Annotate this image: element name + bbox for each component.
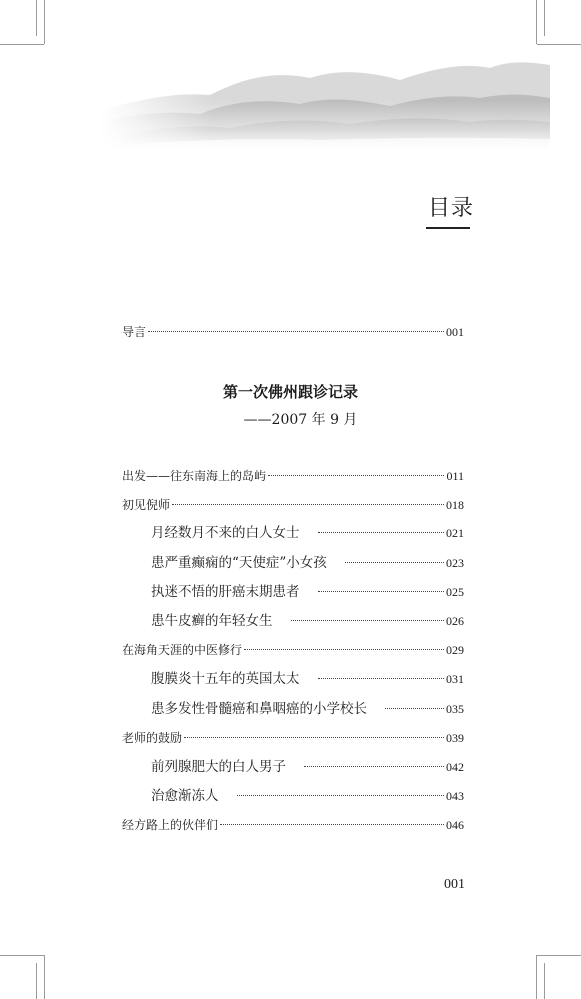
toc-entry[interactable] xyxy=(151,670,464,688)
toc-entry-label: 在海角天涯的中医修行 xyxy=(122,643,243,657)
dot-leader xyxy=(268,474,444,476)
toc-entry-label: 治愈渐冻人 xyxy=(151,788,219,804)
dot-leader xyxy=(318,590,445,592)
toc-entry-page: 046 xyxy=(446,818,464,832)
dot-leader xyxy=(148,330,444,332)
toc-entry-label: 患严重癫痫的“天使症”小女孩 xyxy=(151,555,327,571)
toc-entry-page: 035 xyxy=(446,702,464,716)
toc-entry-page: 025 xyxy=(446,585,464,599)
toc-entry-label: 导言 xyxy=(122,325,147,339)
dot-leader xyxy=(291,619,445,621)
dot-leader xyxy=(385,707,444,709)
toc-entry-label: 老师的鼓励 xyxy=(122,731,183,745)
toc-entry[interactable] xyxy=(151,700,464,718)
toc-entry-page: 043 xyxy=(446,789,464,803)
toc-entry-page: 018 xyxy=(446,498,464,512)
dot-leader xyxy=(237,794,445,796)
toc-entry[interactable] xyxy=(151,758,464,776)
toc-entry-page: 026 xyxy=(446,614,464,628)
toc-entry[interactable] xyxy=(151,612,464,630)
toc-entry-label: 执迷不悟的肝癌末期患者 xyxy=(151,584,300,600)
toc-entry-label: 经方路上的伙伴们 xyxy=(122,818,219,832)
toc-entry-label: 初见倪师 xyxy=(122,498,171,512)
dot-leader xyxy=(244,648,444,650)
dot-leader xyxy=(318,677,445,679)
dot-leader xyxy=(172,503,444,505)
toc-entry-label: 患牛皮癣的年轻女生 xyxy=(151,613,273,629)
toc-entry-page: 001 xyxy=(446,325,464,339)
dot-leader xyxy=(220,823,444,825)
toc-entry-label: 出发——往东南海上的岛屿 xyxy=(122,469,267,483)
toc-entry[interactable] xyxy=(122,467,464,485)
dot-leader xyxy=(345,561,444,563)
toc-entry-page: 023 xyxy=(446,556,464,570)
dot-leader xyxy=(184,736,444,738)
toc-entry-label: 月经数月不来的白人女士 xyxy=(151,525,300,541)
toc-entry[interactable] xyxy=(151,583,464,601)
dot-leader xyxy=(318,531,445,533)
section-title: 第一次佛州跟诊记录 xyxy=(222,383,358,401)
toc-entry-page: 042 xyxy=(446,760,464,774)
toc-entry-page: 031 xyxy=(446,672,464,686)
toc-entry[interactable] xyxy=(151,787,464,805)
page-title: 目录 xyxy=(428,196,475,221)
dot-leader xyxy=(304,765,444,767)
toc-entry-page: 011 xyxy=(446,469,464,483)
toc-entry[interactable] xyxy=(151,524,464,542)
toc-entry-label: 腹膜炎十五年的英国太太 xyxy=(151,671,300,687)
toc-entry[interactable] xyxy=(122,641,464,659)
toc-entry-intro[interactable] xyxy=(122,323,464,341)
toc-entry[interactable] xyxy=(151,554,464,572)
toc-entry-page: 029 xyxy=(446,643,464,657)
toc-entry-page: 039 xyxy=(446,731,464,745)
toc-entry[interactable] xyxy=(122,496,464,514)
toc-entry-label: 前列腺肥大的白人男子 xyxy=(151,759,286,775)
page-number: 001 xyxy=(444,877,465,892)
toc-entry-page: 021 xyxy=(446,526,464,540)
section-subtitle: ——2007 年 9 月 xyxy=(243,412,358,428)
toc-entry-label: 患多发性骨髓癌和鼻咽癌的小学校长 xyxy=(151,701,367,717)
toc-entry[interactable] xyxy=(122,816,464,834)
toc-entry[interactable] xyxy=(122,729,464,747)
